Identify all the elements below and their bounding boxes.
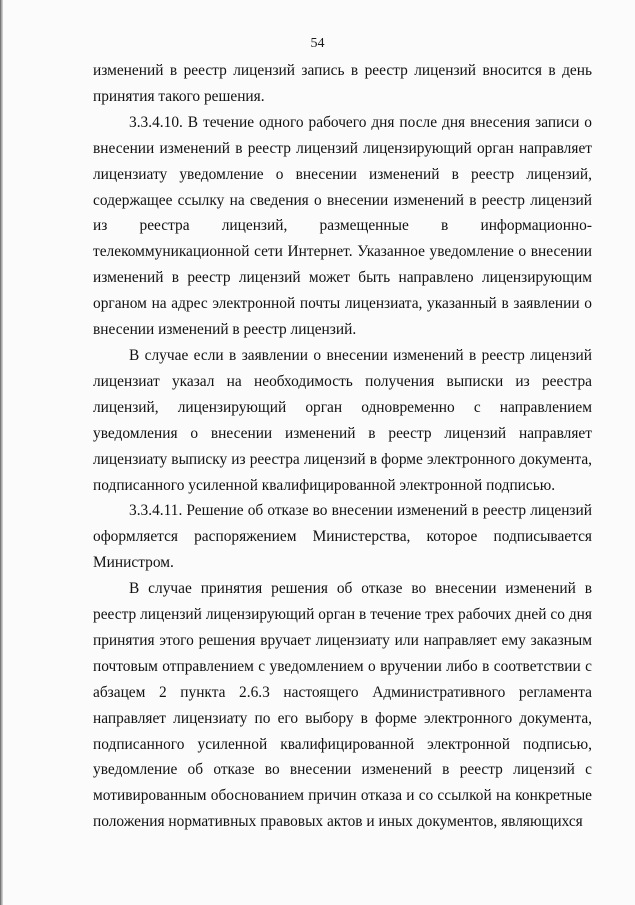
paragraph-extract-request: В случае если в заявлении о внесении изменений в реестр лицензий лицензиат указал на необходимость получения выписки из реестра лицензий, лицензирующий орган одновременно с направлением уведомления о внесении изменений в реестр лицензий направляет лицензиату выписку из реестра лицензий в форме электронного документа, подписанного усиленной квалифицированной электронной подписью.	[93, 346, 592, 494]
scan-edge	[0, 0, 3, 905]
paragraph-continuation: изменений в реестр лицензий запись в реестр лицензий вносится в день принятия такого решения.	[93, 62, 592, 105]
page-number: 54	[310, 36, 325, 51]
page-body	[93, 58, 592, 835]
paragraph-3-3-4-10: 3.3.4.10. В течение одного рабочего дня после дня внесения записи о внесении изменений в реестр лицензий лицензирующий орган направляет лицензиату уведомление о внесении изменений в реестр лицензий, содержащее ссылку на сведения о внесении изменений в реестр лицензий из реестра лицензий, размещенные в информационно-телекоммуникационной сети Интернет. Указанное уведомление о внесении изменений в реестр лицензий может быть направлено лицензирующим органом на адрес электронной почты лицензиата, указанный в заявлении о внесении изменений в реестр лицензий.	[93, 113, 592, 339]
paragraph-3-3-4-11: 3.3.4.11. Решение об отказе во внесении изменений в реестр лицензий оформляется распоряжением Министерства, которое подписывается Министром.	[93, 502, 592, 572]
paragraph-refusal-notice: В случае принятия решения об отказе во внесении изменений в реестр лицензий лицензирующий орган в течение трех рабочих дней со дня принятия этого решения вручает лицензиату или направляет ему заказным почтовым отправлением с уведомлением о вручении либо в соответствии с абзацем 2 пункта 2.6.3 настоящего Административного регламента направляет лицензиату по его выбору в форме электронного документа, подписанного усиленной квалифицированной электронной подписью, уведомление об отказе во внесении изменений в реестр лицензий с мотивированным обоснованием причин отказа и со ссылкой на конкретные положения нормативных правовых актов и иных документов, являющихся	[93, 580, 592, 831]
